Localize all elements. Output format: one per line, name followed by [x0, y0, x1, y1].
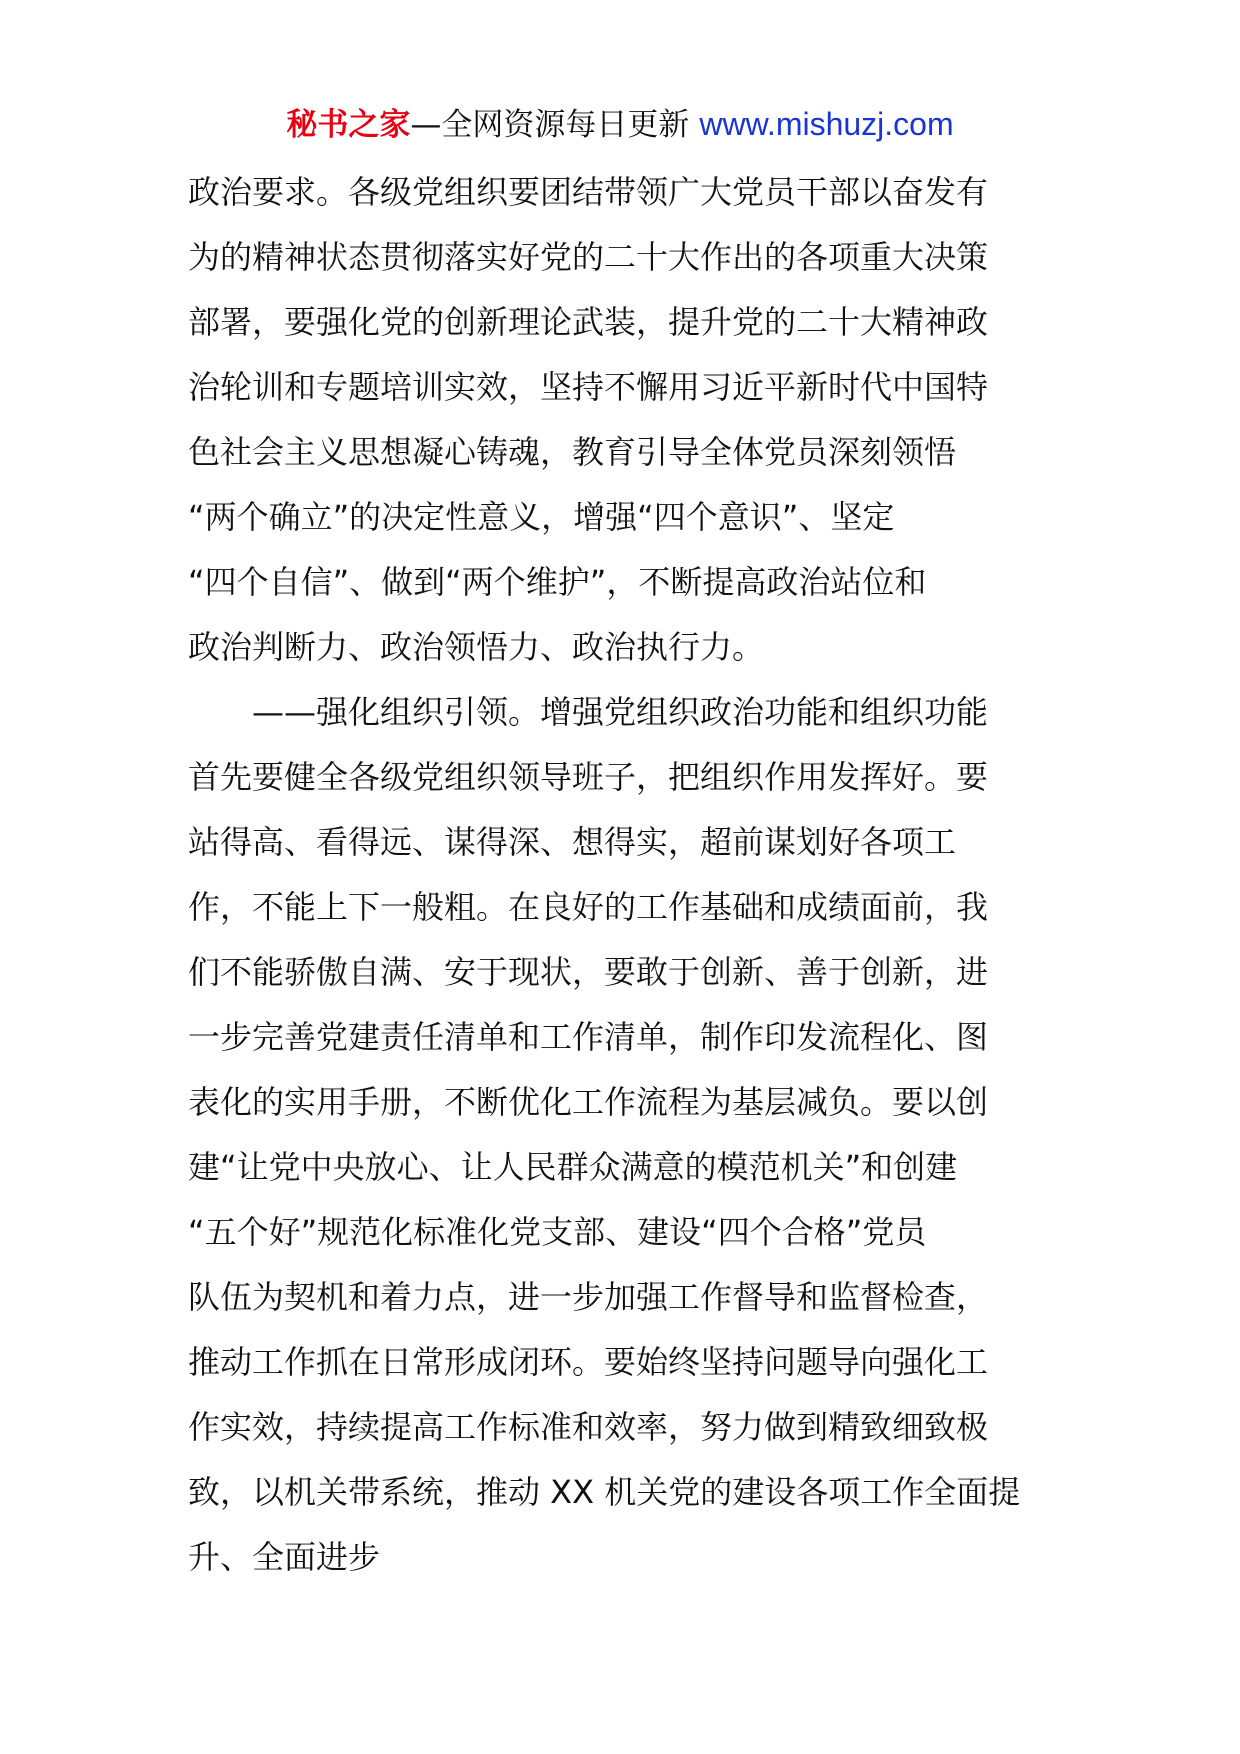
body-line: “五个好”规范化标准化党支部、建设“四个合格”党员 — [188, 1213, 927, 1251]
body-line: 表化的实用手册，不断优化工作流程为基层减负。要以创 — [188, 1083, 989, 1121]
body-line: “两个确立”的决定性意义，增强“四个意识”、坚定 — [188, 498, 895, 536]
body-line: 首先要健全各级党组织领导班子，把组织作用发挥好。要 — [188, 758, 989, 796]
body-line: 致，以机关带系统，推动 XX 机关党的建设各项工作全面提 — [188, 1473, 1021, 1511]
page-header — [0, 102, 1240, 147]
body-line: 政治判断力、政治领悟力、政治执行力。 — [188, 628, 765, 666]
body-line: 政治要求。各级党组织要团结带领广大党员干部以奋发有 — [188, 173, 989, 211]
body-line: 作实效，持续提高工作标准和效率，努力做到精致细致极 — [188, 1408, 989, 1446]
body-line: 部署，要强化党的创新理论武装，提升党的二十大精神政 — [188, 303, 989, 341]
header-slogan: —全网资源每日更新 — [410, 107, 690, 143]
body-text — [188, 160, 1068, 1590]
body-line: 一步完善党建责任清单和工作清单，制作印发流程化、图 — [188, 1018, 989, 1056]
body-line: 建“让党中央放心、让人民群众满意的模范机关”和创建 — [188, 1148, 958, 1186]
body-line: 升、全面进步 — [188, 1538, 381, 1576]
body-line: 治轮训和专题培训实效，坚持不懈用习近平新时代中国特 — [188, 368, 989, 406]
body-line: 推动工作抓在日常形成闭环。要始终坚持问题导向强化工 — [188, 1343, 989, 1381]
section-heading-line: ——强化组织引领。增强党组织政治功能和组织功能 — [252, 693, 989, 731]
body-line: “四个自信”、做到“两个维护”，不断提高政治站位和 — [188, 563, 927, 601]
body-line: 为的精神状态贯彻落实好党的二十大作出的各项重大决策 — [188, 238, 989, 276]
header-brand: 秘书之家 — [286, 107, 411, 143]
header-site-link[interactable]: www.mishuzj.com — [699, 106, 954, 142]
body-line: 站得高、看得远、谋得深、想得实，超前谋划好各项工 — [188, 823, 957, 861]
body-line: 作，不能上下一般粗。在良好的工作基础和成绩面前，我 — [188, 888, 989, 926]
body-line: 色社会主义思想凝心铸魂，教育引导全体党员深刻领悟 — [188, 433, 957, 471]
body-line: 队伍为契机和着力点，进一步加强工作督导和监督检查， — [188, 1278, 989, 1316]
body-line: 们不能骄傲自满、安于现状，要敢于创新、善于创新，进 — [188, 953, 989, 991]
